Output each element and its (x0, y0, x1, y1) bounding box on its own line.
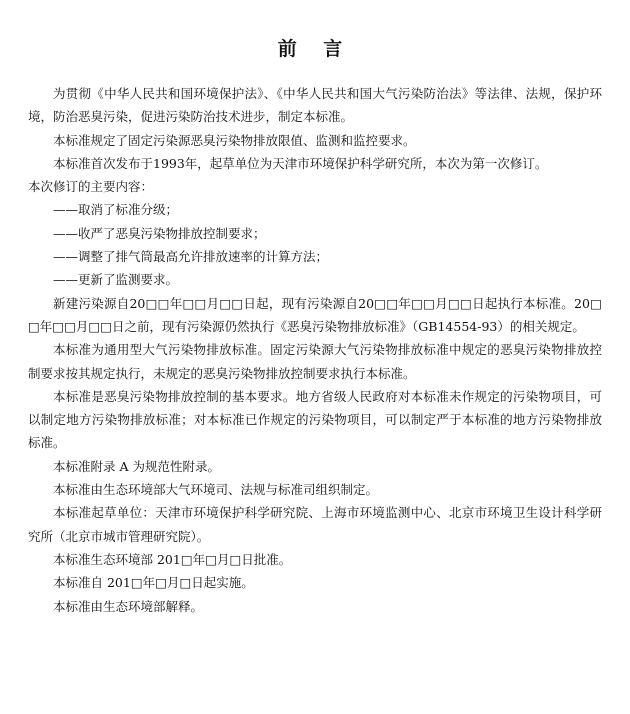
paragraph-implementation: 本标准自 201□年□月□日起实施。 (53, 575, 254, 591)
paragraph-interpretation: 本标准由生态环境部解释。 (53, 598, 204, 614)
revision-item: ——取消了标准分级； (53, 202, 179, 218)
paragraph-drafting-units: 本标准起草单位：天津市环境保护科学研究院、上海市环境监测中心、北京市环境卫生设计科学研究所（北京市城市管理研究院）。 (28, 505, 602, 544)
paragraph-scope: 本标准规定了固定污染源恶臭污染物排放限值、监测和监控要求。 (53, 132, 416, 148)
revision-item: ——调整了排气筒最高允许排放速率的计算方法； (53, 249, 329, 265)
revision-item: ——收严了恶臭污染物排放控制要求； (53, 225, 266, 241)
paragraph-general-standard: 本标准为通用型大气污染物排放标准。固定污染源大气污染物排放标准中规定的恶臭污染物排放控制要求按其规定执行，未规定的恶臭污染物排放控制要求执行本标准。 (28, 342, 602, 381)
paragraph-appendix: 本标准附录 A 为规范性附录。 (53, 458, 220, 474)
revision-item: ——更新了监测要求。 (53, 272, 179, 288)
paragraph-purpose: 为贯彻《中华人民共和国环境保护法》、《中华人民共和国大气污染防治法》等法律、法规，保护环境，防治恶臭污染，促进污染防治技术进步，制定本标准。 (28, 86, 602, 125)
paragraph-history: 本标准首次发布于1993年，起草单位为天津市环境保护科学研究所，本次为第一次修订。 (53, 155, 548, 171)
paragraph-organizer: 本标准由生态环境部大气环境司、法规与标准司组织制定。 (53, 482, 379, 498)
paragraph-approval: 本标准生态环境部 201□年□月□日批准。 (53, 551, 292, 567)
paragraph-revision-intro: 本次修订的主要内容： (28, 179, 154, 195)
paragraph-basic-requirement: 本标准是恶臭污染物排放控制的基本要求。地方省级人民政府对本标准未作规定的污染物项目，可以制定地方污染物排放标准；对本标准已作规定的污染物项目，可以制定严于本标准的地方污染物排放标准。 (28, 388, 602, 451)
paragraph-effective-dates: 新建污染源自20□□年□□月□□日起，现有污染源自20□□年□□月□□日起执行本标准。20□□年□□月□□日之前，现有污染源仍然执行《恶臭污染物排放标准》（GB14554-93）的相关规定。 (28, 295, 602, 334)
page-title: 前 言 (277, 38, 353, 60)
